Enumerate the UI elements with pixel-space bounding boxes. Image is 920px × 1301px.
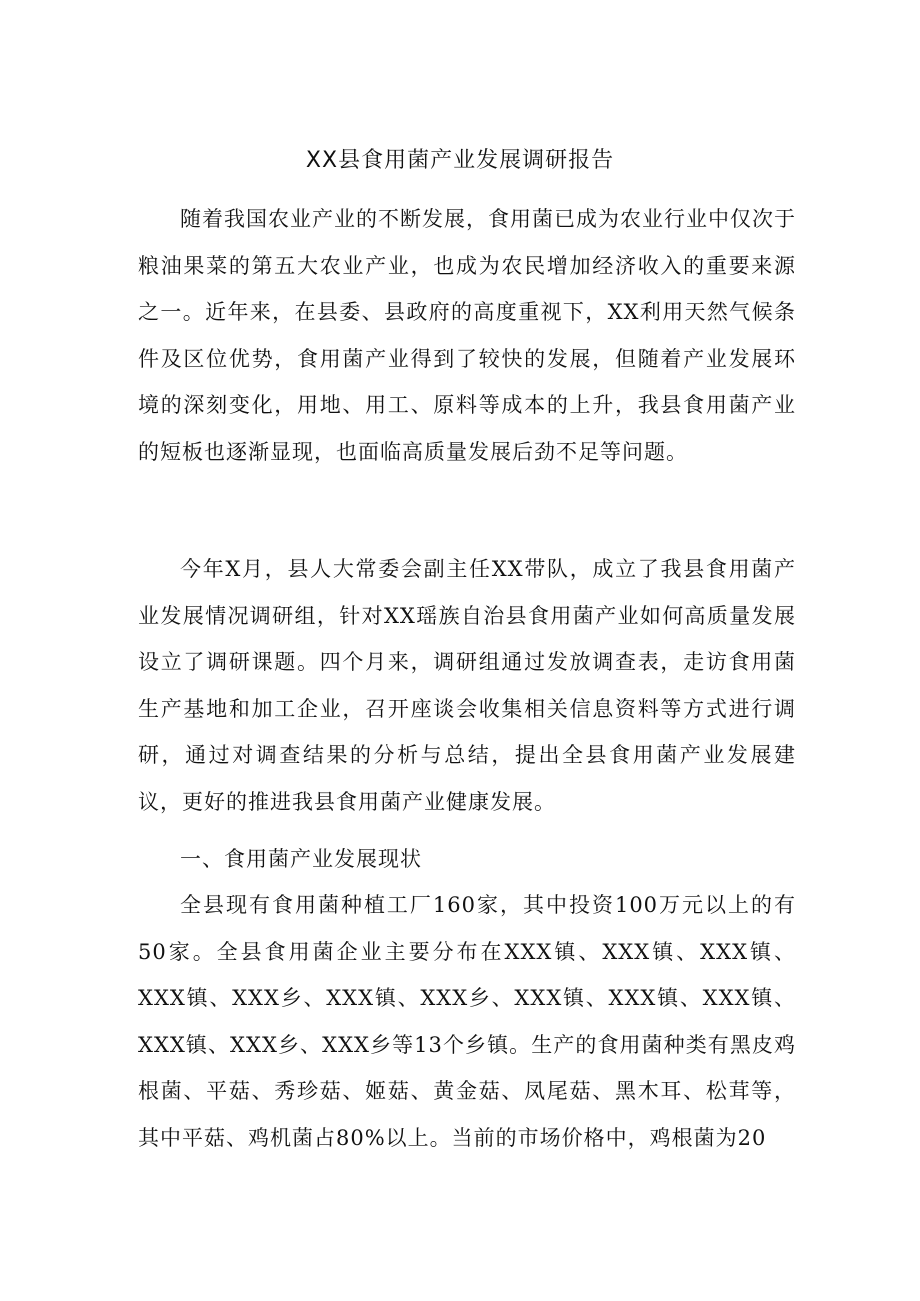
- intro-paragraph: 随着我国农业产业的不断发展，食用菌已成为农业行业中仅次于粮油果菜的第五大农业产业，也成为农民增加经济收入的重要来源之一。近年来，在县委、县政府的高度重视下，XX利用天然气候条件及区位优势，食用菌产业得到了较快的发展，但随着产业发展环境的深刻变化，用地、用工、原料等成本的上升，我县食用菌产业的短板也逐渐显现，也面临高质量发展后劲不足等问题。: [138, 207, 796, 464]
- section-heading: 一、食用菌产业发展现状: [180, 847, 422, 871]
- survey-paragraph: 今年X月，县人大常委会副主任XX带队，成立了我县食用菌产业发展情况调研组，针对XX瑶族自治县食用菌产业如何高质量发展设立了调研课题。四个月来，调研组通过发放调查表，走访食用菌生产基地和加工企业，召开座谈会收集相关信息资料等方式进行调研，通过对调查结果的分析与总结，提出全县食用菌产业发展建议，更好的推进我县食用菌产业健康发展。: [138, 557, 796, 814]
- document-title: XX县食用菌产业发展调研报告: [305, 148, 615, 173]
- section-paragraph: 全县现有食用菌种植工厂160家，其中投资100万元以上的有50家。全县食用菌企业主要分布在XXX镇、XXX镇、XXX镇、XXX镇、XXX乡、XXX镇、XXX乡、XXX镇、XXX镇、XXX镇、XXX镇、XXX乡、XXX乡等13个乡镇。生产的食用菌种类有黑皮鸡根菌、平菇、秀珍菇、姬菇、黄金菇、凤尾菇、黑木耳、松茸等，其中平菇、鸡机菌占80%以上。当前的市场价格中，鸡根菌为20: [138, 893, 796, 1150]
